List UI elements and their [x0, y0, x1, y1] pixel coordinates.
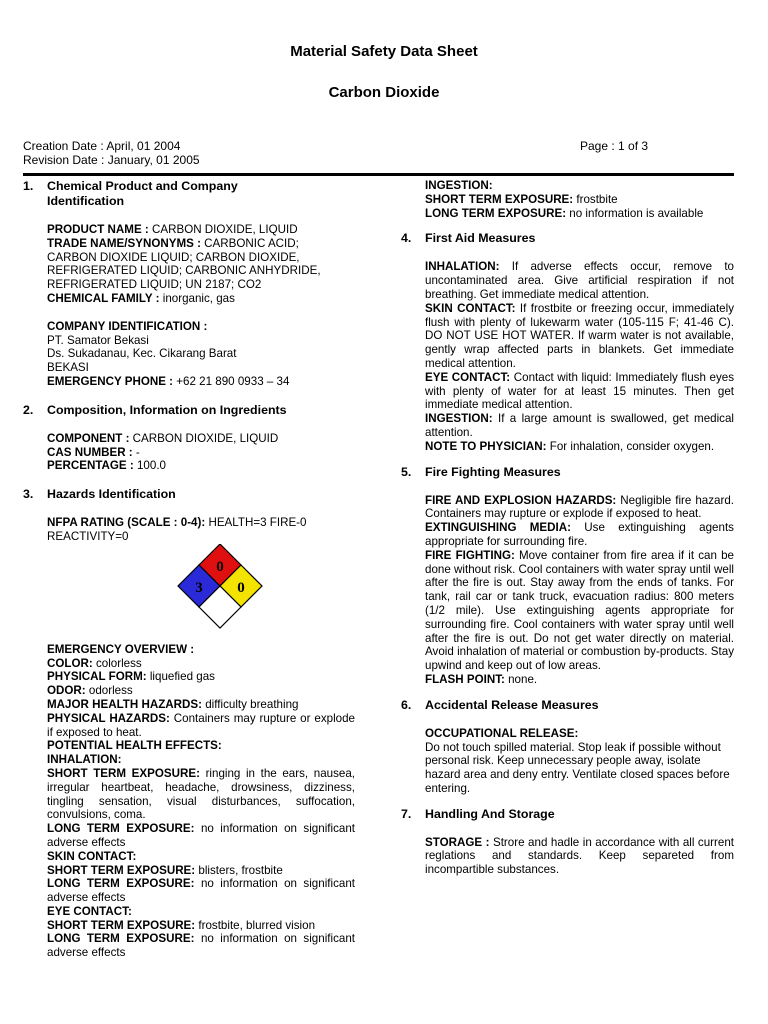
inhalation-label: INHALATION:: [47, 753, 122, 767]
section-title: Accidental Release Measures: [425, 697, 599, 712]
field-value: 100.0: [133, 459, 166, 473]
section-6-body: [401, 713, 734, 796]
field-label: INHALATION:: [425, 260, 500, 274]
field-value: CARBON DIOXIDE, LIQUID: [129, 431, 279, 445]
ingestion-continued: [401, 179, 734, 220]
nfpa-reactivity-value: 0: [237, 579, 245, 596]
product-name: [47, 223, 355, 237]
major-health-hazards: [47, 698, 355, 712]
section-number: 7.: [401, 806, 412, 821]
field-label: TRADE NAME/SYNONYMS :: [47, 236, 201, 250]
field-value: liquefied gas: [146, 670, 215, 684]
section-number: 2.: [23, 402, 34, 417]
section-4-body: [401, 246, 734, 453]
field-label: FLASH POINT:: [425, 672, 505, 686]
section-7-heading: [401, 807, 734, 822]
field-value: none.: [504, 672, 538, 686]
field-value: If a large amount is swallowed, get medical attention.: [425, 412, 734, 439]
section-title-line: Chemical Product and Company: [47, 179, 238, 193]
inhalation-short-term: [47, 767, 355, 822]
section-number: 6.: [401, 697, 412, 712]
first-aid-ingestion: [425, 412, 734, 440]
odor: [47, 684, 355, 698]
field-value: For inhalation, consider oxygen.: [546, 439, 715, 453]
section-title: [47, 179, 238, 209]
fire-fighting: [425, 549, 734, 673]
first-aid-eye: [425, 371, 734, 412]
note-to-physician: [425, 440, 734, 454]
percentage: [47, 459, 355, 473]
field-label: PHYSICAL HAZARDS:: [47, 711, 170, 725]
section-title: First Aid Measures: [425, 231, 536, 246]
company-line: Ds. Sukadanau, Kec. Cikarang Barat: [47, 347, 237, 361]
field-label: SHORT TERM EXPOSURE:: [425, 192, 574, 206]
field-label: EMERGENCY PHONE :: [47, 374, 174, 388]
field-value: Move container from fire area if it can be done without risk. Cool containers with water spray until well after the fire is out. Stay away from the ends of tanks. For tank, rail car or tank truck, evacuation radius: 800 meters (1/2 mile). Use extinguishing agents appropriate for surrounding fire. Cool containers with water spray until well after the fire is out. Do not get water directly on material. Avoid inhalation of material or combustion by-products. Stay upwind and keep out of low areas.: [425, 548, 734, 673]
field-label: MAJOR HEALTH HAZARDS:: [47, 697, 203, 711]
company-line: PT. Samator Bekasi: [47, 333, 149, 347]
company-identification-label: COMPANY IDENTIFICATION :: [47, 319, 208, 333]
nfpa-fire-value: 0: [216, 558, 224, 575]
field-value: REFRIGERATED LIQUID; CARBONIC ANHYDRIDE,: [47, 264, 321, 278]
field-label: NOTE TO PHYSICIAN:: [425, 439, 547, 453]
field-label: LONG TERM EXPOSURE:: [425, 206, 567, 220]
creation-date: Creation Date : April, 01 2004: [23, 139, 181, 153]
section-number: 3.: [23, 487, 34, 502]
field-label: LONG TERM EXPOSURE:: [47, 932, 195, 946]
field-label: SHORT TERM EXPOSURE:: [47, 918, 196, 932]
header-divider: [23, 173, 734, 176]
section-title: Handling And Storage: [425, 806, 555, 821]
section-title: Composition, Information on Ingredients: [47, 402, 287, 417]
field-label: INGESTION:: [425, 412, 493, 426]
field-value: Contact with liquid: Immediately flush eyes with plenty of water for at least 15 minutes. Then get immediate medical attention.: [425, 370, 734, 412]
field-value: REACTIVITY=0: [47, 529, 129, 543]
field-value: no information is available: [566, 206, 704, 220]
field-value: no information on significant adverse effects: [47, 932, 355, 960]
physical-form: [47, 670, 355, 684]
company-line: BEKASI: [47, 361, 89, 375]
color: [47, 657, 355, 671]
component: [47, 432, 355, 446]
section-title-line: Identification: [47, 194, 125, 208]
field-value: If frostbite or freezing occur, immediately flush with plenty of lukewarm water (105-115 F; 41-46 C). DO NOT USE HOT WATER. If warm water is not available, gently wrap affected parts in blankets. Get immediate medical attention.: [425, 301, 734, 370]
field-value: frostbite: [573, 192, 618, 206]
page-number: Page : 1 of 3: [580, 139, 649, 153]
field-label: PERCENTAGE :: [47, 459, 134, 473]
field-value: -: [132, 445, 140, 459]
eye-contact-label: EYE CONTACT:: [47, 904, 132, 918]
section-1-heading: [23, 179, 355, 209]
field-value: inorganic, gas: [159, 291, 235, 305]
field-value: CARBON DIOXIDE LIQUID; CARBON DIOXIDE,: [47, 250, 300, 264]
first-aid-inhalation: [425, 260, 734, 301]
field-value: no information on significant adverse effects: [47, 822, 355, 849]
field-value: ringing in the ears, nausea, irregular heartbeat, headache, drowsiness, dizziness, tingling sensation, visual disturbances, suffocation, convulsions, coma.: [47, 766, 355, 822]
section-title: Hazards Identification: [47, 487, 176, 502]
field-label: ODOR:: [47, 684, 86, 698]
field-value: difficulty breathing: [202, 697, 299, 711]
field-value: +62 21 890 0933 – 34: [173, 374, 290, 388]
document-subtitle: Carbon Dioxide: [328, 84, 440, 101]
field-value: no information on significant adverse effects: [47, 877, 355, 905]
field-label: EXTINGUISHING MEDIA:: [425, 521, 571, 535]
field-value: Use extinguishing agents appropriate for surrounding fire.: [425, 521, 734, 548]
section-3-body: [23, 502, 355, 960]
section-1-body: [23, 209, 355, 389]
field-label: SKIN CONTACT:: [425, 301, 516, 315]
occupational-release-text: Do not touch spilled material. Stop leak if possible without personal risk. Keep unnecessary people away, isolate hazard area and deny entry. Ventilate closed spaces before entering.: [425, 740, 730, 795]
section-2-body: [23, 418, 355, 473]
field-value: CARBONIC ACID;: [200, 236, 299, 250]
left-column: [23, 179, 355, 960]
occupational-release-label: OCCUPATIONAL RELEASE:: [425, 726, 579, 740]
section-number: 5.: [401, 464, 412, 479]
field-label: NFPA RATING (SCALE : 0-4):: [47, 516, 206, 530]
field-label: LONG TERM EXPOSURE:: [47, 822, 195, 836]
section-number: 1.: [23, 179, 34, 193]
trade-names: [47, 237, 355, 292]
field-label: CAS NUMBER :: [47, 445, 133, 459]
right-column: [401, 179, 734, 877]
inhalation-long-term: [47, 822, 355, 850]
ingestion-short-term: [425, 193, 734, 207]
field-value: Containers may rupture or explode if exposed to heat.: [47, 711, 356, 739]
nfpa-health-value: 3: [195, 579, 203, 596]
field-label: STORAGE :: [425, 835, 490, 849]
section-2-heading: [23, 403, 355, 418]
field-label: COMPONENT :: [47, 431, 130, 445]
revision-date: Revision Date : January, 01 2005: [23, 153, 200, 167]
field-label: SHORT TERM EXPOSURE:: [47, 766, 200, 780]
field-label: LONG TERM EXPOSURE:: [47, 877, 195, 891]
skin-long-term: [47, 877, 355, 905]
field-value: colorless: [92, 656, 142, 670]
flash-point: [425, 673, 734, 687]
field-label: SHORT TERM EXPOSURE:: [47, 863, 196, 877]
chemical-family: [47, 292, 355, 306]
section-5-heading: [401, 465, 734, 480]
fire-explosion-hazards: [425, 494, 734, 522]
potential-health-effects-label: POTENTIAL HEALTH EFFECTS:: [47, 739, 222, 753]
field-label: PRODUCT NAME :: [47, 223, 149, 236]
field-label: FIRE AND EXPLOSION HAZARDS:: [425, 493, 617, 507]
field-label: PHYSICAL FORM:: [47, 670, 147, 684]
section-6-heading: [401, 698, 734, 713]
section-number: 4.: [401, 231, 412, 246]
document-title: Material Safety Data Sheet: [290, 43, 478, 60]
field-label: EYE CONTACT:: [425, 370, 511, 384]
field-value: frostbite, blurred vision: [195, 918, 316, 932]
nfpa-rating: [47, 516, 355, 544]
field-value: Negligible fire hazard. Containers may rupture or explode if exposed to heat.: [425, 493, 734, 521]
eye-long-term: [47, 932, 355, 960]
field-label: COLOR:: [47, 656, 93, 670]
field-label: FIRE FIGHTING:: [425, 548, 515, 562]
storage: [425, 836, 734, 877]
emergency-overview-label: EMERGENCY OVERVIEW :: [47, 642, 195, 656]
field-value: odorless: [85, 684, 133, 698]
nfpa-diamond-graphic: [175, 544, 265, 630]
field-value: If adverse effects occur, remove to uncontaminated area. Give artificial respiration if not breathing. Get immediate medical attention.: [425, 260, 734, 301]
extinguishing-media: [425, 521, 734, 549]
ingestion-long-term: [425, 207, 734, 221]
section-5-body: [401, 480, 734, 687]
section-3-heading: [23, 487, 355, 502]
field-value: CARBON DIOXIDE, LIQUID: [148, 223, 298, 236]
field-value: blisters, frostbite: [195, 863, 283, 877]
section-7-body: [401, 822, 734, 877]
nfpa-diamond: [47, 544, 355, 632]
section-4-heading: [401, 231, 734, 246]
first-aid-skin: [425, 302, 734, 371]
field-value: REFRIGERATED LIQUID; UN 2187; CO2: [47, 278, 262, 292]
eye-short-term: [47, 919, 355, 933]
emergency-phone: [47, 375, 355, 389]
ingestion-label: INGESTION:: [425, 179, 493, 192]
section-title: Fire Fighting Measures: [425, 464, 561, 479]
skin-short-term: [47, 864, 355, 878]
physical-hazards: [47, 712, 355, 740]
field-value: HEALTH=3 FIRE-0: [205, 516, 307, 530]
skin-contact-label: SKIN CONTACT:: [47, 849, 137, 863]
field-label: CHEMICAL FAMILY :: [47, 291, 160, 305]
field-value: Strore and hadle in accordance with all current reglations and standards. Keep separeted from incompartible substances.: [425, 835, 734, 877]
cas-number: [47, 446, 355, 460]
